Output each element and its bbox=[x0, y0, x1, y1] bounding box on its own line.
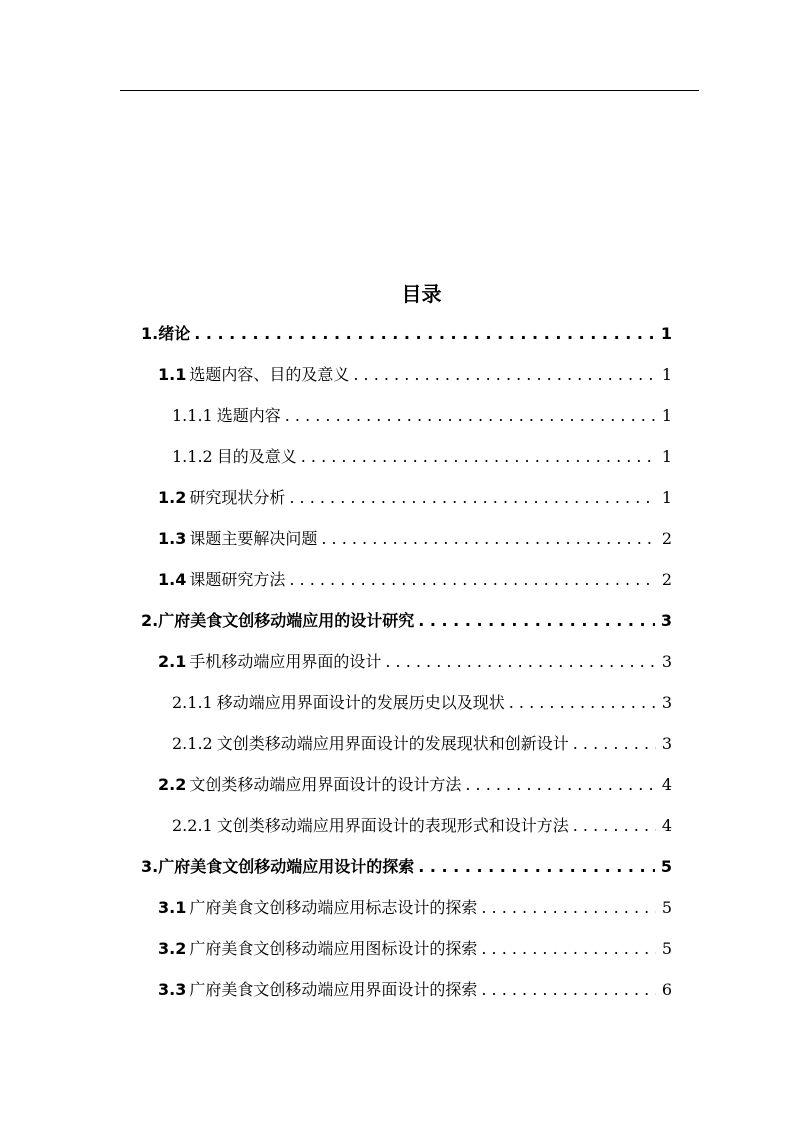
toc-entry-page: 1 bbox=[661, 488, 672, 507]
toc-entry-number: 1. bbox=[141, 324, 159, 343]
toc-entry-page: 5 bbox=[661, 898, 672, 917]
toc-entry-number: 3.3 bbox=[158, 980, 187, 999]
toc-entry-page: 5 bbox=[660, 857, 672, 876]
toc-dot-leader bbox=[321, 523, 655, 555]
toc-entry-title: 绪论 bbox=[158, 324, 191, 343]
toc-dot-leader bbox=[481, 933, 655, 965]
toc-entry[interactable] bbox=[158, 646, 672, 678]
toc-entry[interactable] bbox=[158, 769, 672, 801]
toc-title: 目录 bbox=[401, 282, 442, 306]
toc-entry-page: 3 bbox=[660, 611, 672, 630]
toc-dot-leader bbox=[509, 687, 656, 719]
toc-entry-title: 广府美食文创移动端应用界面设计的探索 bbox=[189, 980, 478, 999]
toc-entry-title: 课题研究方法 bbox=[189, 570, 286, 589]
toc-entry[interactable] bbox=[141, 851, 672, 883]
toc-entry[interactable] bbox=[141, 318, 672, 350]
toc-dot-leader bbox=[289, 564, 655, 596]
toc-entry[interactable] bbox=[158, 892, 672, 924]
toc-entry[interactable] bbox=[172, 400, 672, 432]
toc-entry-title: 选题内容、目的及意义 bbox=[189, 365, 350, 384]
toc-entry-number: 1.4 bbox=[158, 570, 187, 589]
toc-entry[interactable] bbox=[172, 441, 672, 473]
toc-dot-leader bbox=[385, 646, 655, 678]
toc-entry-page: 1 bbox=[660, 324, 672, 343]
toc-entry-number: 2.2.1 bbox=[172, 816, 213, 835]
toc-entry[interactable] bbox=[158, 523, 672, 555]
toc-dot-leader bbox=[301, 441, 656, 473]
toc-entry-number: 1.2 bbox=[158, 488, 187, 507]
toc-dot-leader bbox=[194, 318, 655, 350]
toc-entry-number: 2.1 bbox=[158, 652, 187, 671]
toc-dot-leader bbox=[285, 400, 656, 432]
toc-entry-page: 3 bbox=[661, 734, 672, 753]
toc-entry-number: 1.1.1 bbox=[172, 406, 213, 425]
toc-entry-title: 文创类移动端应用界面设计的表现形式和设计方法 bbox=[216, 816, 569, 835]
toc-entry-page: 4 bbox=[661, 816, 672, 835]
toc-entry-title: 目的及意义 bbox=[216, 447, 297, 466]
toc-entry-number: 1.3 bbox=[158, 529, 187, 548]
toc-dot-leader bbox=[289, 482, 655, 514]
toc-entry-number: 1.1.2 bbox=[172, 447, 213, 466]
toc-entry-title: 广府美食文创移动端应用设计的探索 bbox=[158, 857, 415, 876]
toc-entry[interactable] bbox=[158, 482, 672, 514]
toc-entry-page: 2 bbox=[661, 570, 672, 589]
toc-entry-page: 1 bbox=[661, 406, 672, 425]
toc-entry[interactable] bbox=[141, 605, 672, 637]
toc-entry-title: 手机移动端应用界面的设计 bbox=[189, 652, 382, 671]
header-rule bbox=[120, 90, 699, 91]
toc-entry-title: 移动端应用界面设计的发展历史以及现状 bbox=[216, 693, 505, 712]
toc-entry-page: 6 bbox=[661, 980, 672, 999]
toc-dot-leader bbox=[353, 359, 655, 391]
toc-entry-number: 2.1.1 bbox=[172, 693, 213, 712]
toc-entry[interactable] bbox=[158, 564, 672, 596]
toc-entry-number: 2. bbox=[141, 611, 159, 630]
toc-entry[interactable] bbox=[172, 810, 672, 842]
toc-entry-number: 2.1.2 bbox=[172, 734, 213, 753]
toc-entry-title: 文创类移动端应用界面设计的设计方法 bbox=[189, 775, 462, 794]
toc-entry-page: 4 bbox=[661, 775, 672, 794]
toc-dot-leader bbox=[573, 810, 656, 842]
toc-entry-number: 2.2 bbox=[158, 775, 187, 794]
toc-dot-leader bbox=[481, 974, 655, 1006]
toc-entry-page: 3 bbox=[661, 693, 672, 712]
toc-entry-number: 3.1 bbox=[158, 898, 187, 917]
toc-entry-title: 广府美食文创移动端应用的设计研究 bbox=[158, 611, 415, 630]
toc-entry-page: 1 bbox=[661, 365, 672, 384]
toc-entry[interactable] bbox=[158, 359, 672, 391]
toc-entry-title: 广府美食文创移动端应用标志设计的探索 bbox=[189, 898, 478, 917]
toc-dot-leader bbox=[481, 892, 655, 924]
toc-entry-title: 课题主要解决问题 bbox=[189, 529, 318, 548]
toc-entry-number: 1.1 bbox=[158, 365, 187, 384]
toc-entry[interactable] bbox=[158, 974, 672, 1006]
toc-dot-leader bbox=[573, 728, 656, 760]
toc-entry[interactable] bbox=[172, 728, 672, 760]
toc-entry[interactable] bbox=[172, 687, 672, 719]
toc-entry-page: 5 bbox=[661, 939, 672, 958]
toc-entry-number: 3. bbox=[141, 857, 159, 876]
toc-entry-title: 广府美食文创移动端应用图标设计的探索 bbox=[189, 939, 478, 958]
toc-dot-leader bbox=[418, 605, 655, 637]
toc-entry-title: 文创类移动端应用界面设计的发展现状和创新设计 bbox=[216, 734, 569, 753]
toc-entry-page: 3 bbox=[661, 652, 672, 671]
toc-entry-title: 选题内容 bbox=[216, 406, 281, 425]
toc-entry-title: 研究现状分析 bbox=[189, 488, 286, 507]
toc-entry-page: 2 bbox=[661, 529, 672, 548]
toc-entry-page: 1 bbox=[661, 447, 672, 466]
toc-entry-number: 3.2 bbox=[158, 939, 187, 958]
toc-dot-leader bbox=[465, 769, 655, 801]
toc-dot-leader bbox=[418, 851, 655, 883]
toc-entry[interactable] bbox=[158, 933, 672, 965]
